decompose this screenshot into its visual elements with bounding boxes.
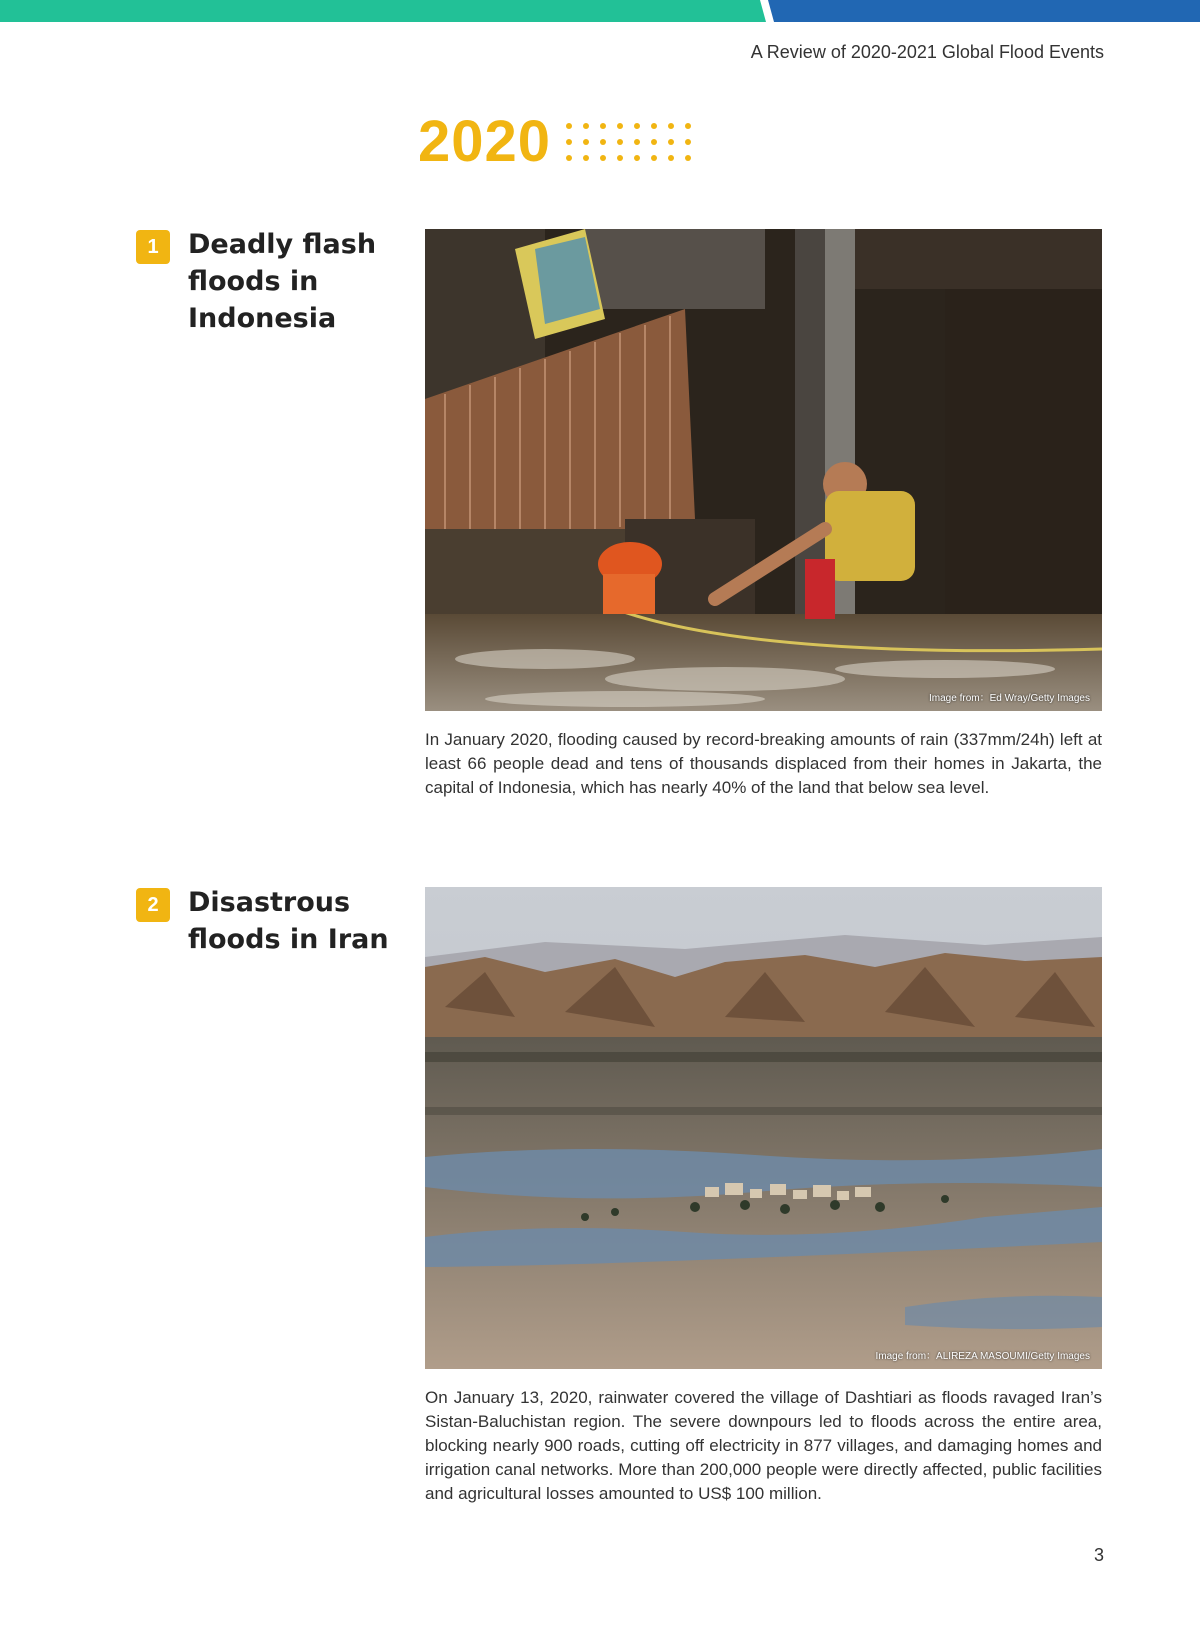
top-accent-bar: [0, 0, 1200, 22]
document-header-title: A Review of 2020-2021 Global Flood Events: [750, 42, 1104, 62]
page-number: 3: [1093, 1545, 1104, 1565]
section-title: Disastrous floods in Iran: [188, 887, 389, 955]
decorative-dots: [564, 120, 694, 170]
section-caption: In January 2020, flooding caused by record-breaking amounts of rain (337mm/24h) left at least 66 people dead and tens of thousands displaced from their homes in Jakarta, the capital of Indonesia, which has nearly 40% of the land that below sea level.: [425, 730, 1102, 797]
section-number-badge: 2: [136, 888, 170, 922]
image-credit: Image from：Ed Wray/Getty Images: [929, 693, 1090, 704]
section-title: Deadly flash floods in Indonesia: [188, 229, 377, 334]
section-number-badge: 1: [136, 230, 170, 264]
flood-photo-indonesia: [425, 229, 1102, 711]
flood-photo-iran: [425, 887, 1102, 1369]
section-caption: On January 13, 2020, rainwater covered the village of Dashtiari as floods ravaged Iran’s Sistan-Baluchistan region. The severe downpours led to floods across the entire area, blocking nearly 900 roads, cutting off electricity in 877 villages, and damaging homes and irrigation canal networks. More than 200,000 people were directly affected, public facilities and agricultural losses amounted to US$ 100 million.: [425, 1388, 1102, 1503]
image-credit: Image from：ALIREZA MASOUMI/Getty Images: [875, 1351, 1090, 1362]
year-heading: 2020: [418, 109, 552, 174]
